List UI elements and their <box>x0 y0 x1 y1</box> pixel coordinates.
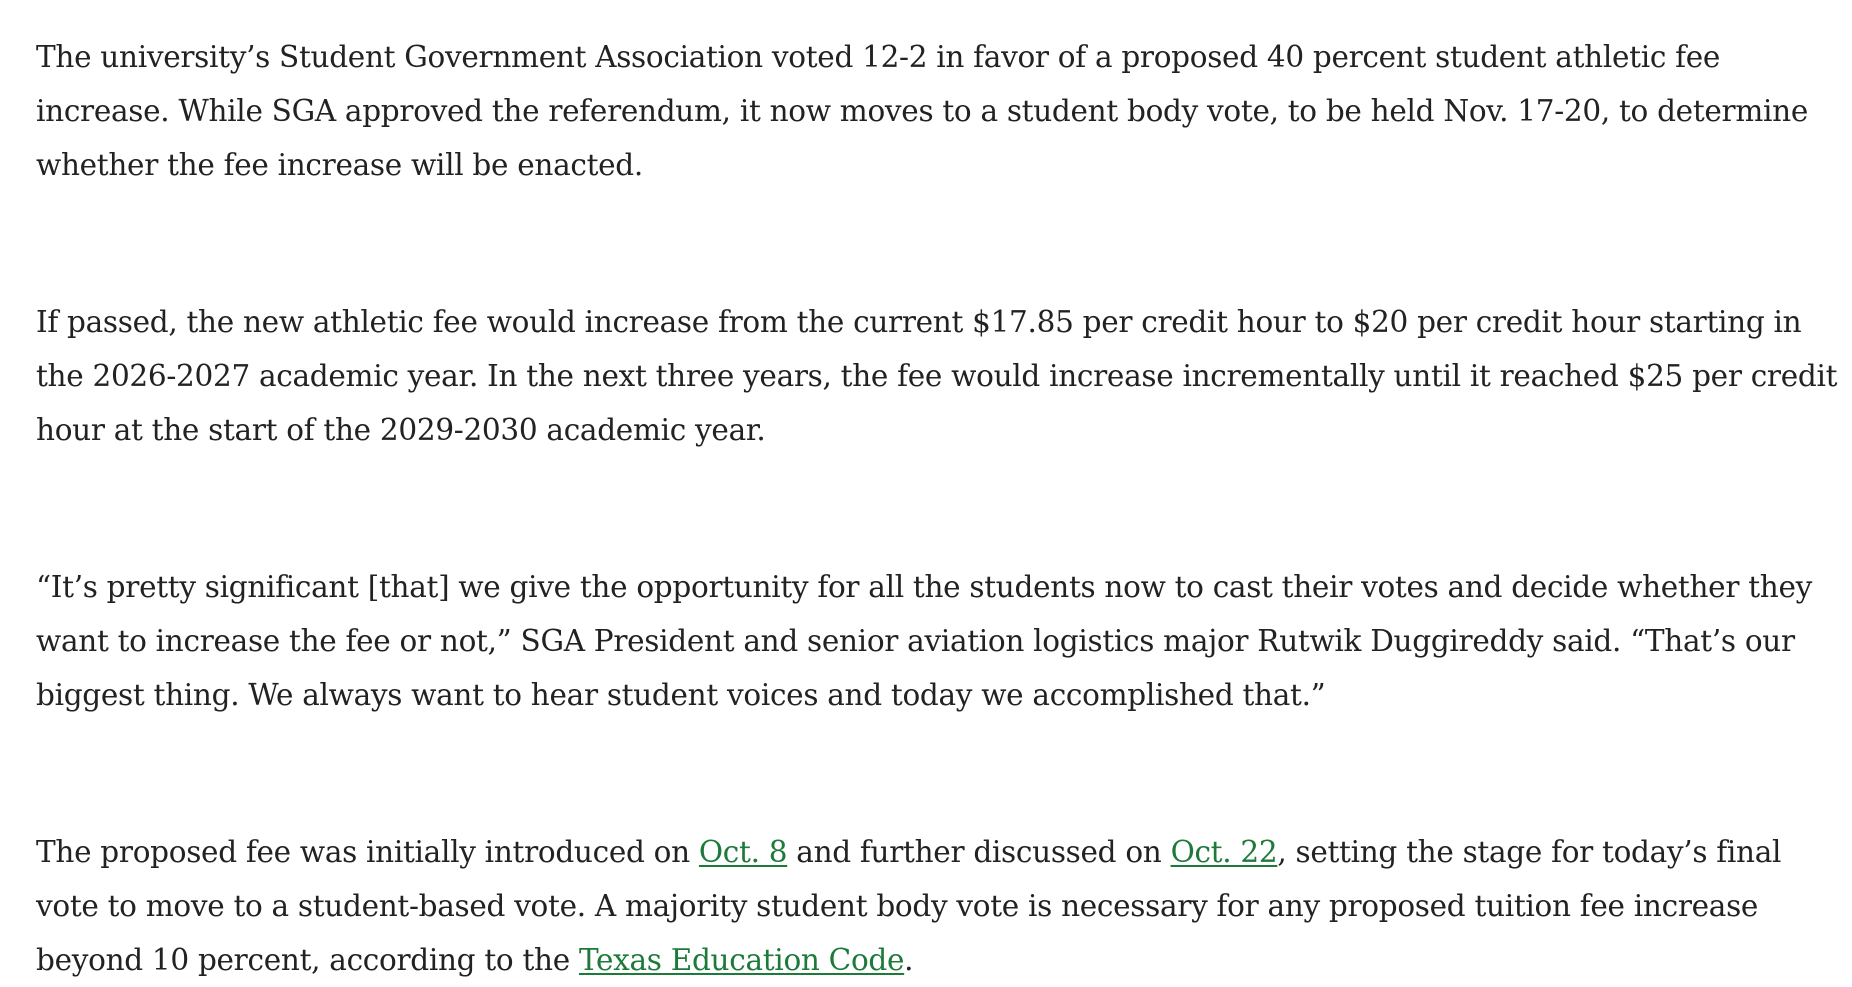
inline-text: beyond 10 percent, according to the <box>36 943 579 977</box>
oct-8-link[interactable]: Oct. 8 <box>698 835 788 869</box>
article-body <box>36 30 1846 987</box>
inline-text: and further discussed on <box>787 835 1171 869</box>
inline-text: , setting the stage for today’s final <box>1277 835 1782 869</box>
paragraph-line: whether the fee increase will be enacted. <box>36 148 643 182</box>
paragraph-line: the 2026-2027 academic year. In the next three years, the fee would increase incrementally until it reached $25 per credit <box>36 359 1838 393</box>
texas-education-code-link[interactable]: Texas Education Code <box>578 943 905 977</box>
inline-text: . <box>904 943 914 977</box>
paragraph-line: hour at the start of the 2029-2030 academic year. <box>36 413 766 447</box>
paragraph-background <box>36 825 1846 987</box>
paragraph-quote <box>36 560 1846 722</box>
paragraph-line <box>36 933 1846 987</box>
paragraph-line: If passed, the new athletic fee would increase from the current $17.85 per credit hour to $20 per credit hour starting in <box>36 305 1802 339</box>
oct-22-link[interactable]: Oct. 22 <box>1170 835 1278 869</box>
paragraph-line: The university’s Student Government Association voted 12-2 in favor of a proposed 40 percent student athletic fee <box>36 40 1721 74</box>
paragraph-line: want to increase the fee or not,” SGA President and senior aviation logistics major Rutwik Duggireddy said. “That’s our <box>36 624 1795 658</box>
paragraph-fee-increase <box>36 295 1846 457</box>
paragraph-line: increase. While SGA approved the referendum, it now moves to a student body vote, to be held Nov. 17-20, to determine <box>36 94 1809 128</box>
inline-text: The proposed fee was initially introduced on <box>36 835 699 869</box>
paragraph-sga-vote <box>36 30 1846 192</box>
paragraph-line: vote to move to a student-based vote. A majority student body vote is necessary for any proposed tuition fee increase <box>36 889 1759 923</box>
paragraph-line: “It’s pretty significant [that] we give the opportunity for all the students now to cast their votes and decide whether they <box>36 570 1812 604</box>
paragraph-line <box>36 825 1846 879</box>
paragraph-line: biggest thing. We always want to hear student voices and today we accomplished that.” <box>36 678 1326 712</box>
